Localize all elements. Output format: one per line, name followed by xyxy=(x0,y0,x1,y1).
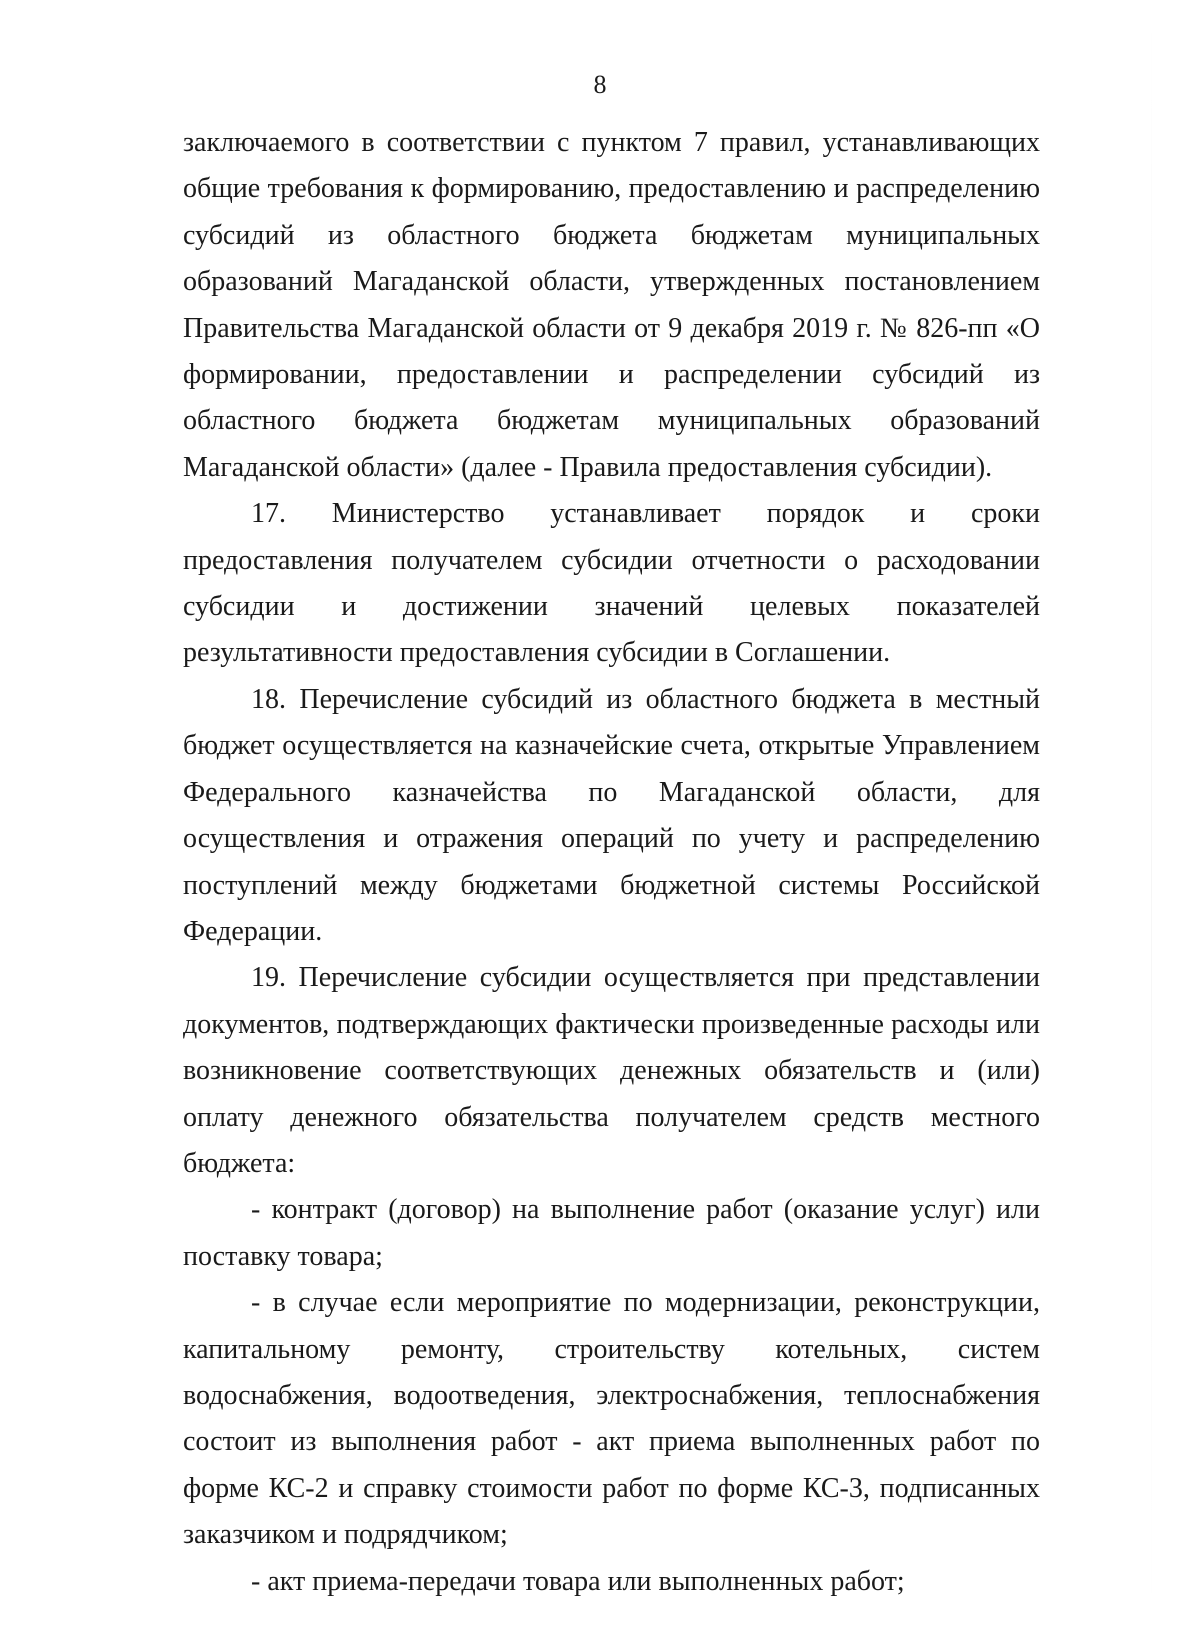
list-item-transfer-act: - акт приема-передачи товара или выполненных работ; xyxy=(251,1565,905,1597)
list-item-contract: - контракт (договор) на выполнение работ (оказание услуг) или поставку товара; xyxy=(183,1194,1040,1272)
page-number: 8 xyxy=(593,70,607,99)
document-body xyxy=(183,120,1040,1605)
paragraph-18: 18. Перечисление субсидий из областного бюджета в местный бюджет осуществляется на казначейские счета, открытые Управлением Федерального казначейства по Магаданской области, для осуществления и отражения операций по учету и распределению поступлений между бюджетами бюджетной системы Российской Федерации. xyxy=(183,683,1040,947)
paragraph-19: 19. Перечисление субсидии осуществляется при представлении документов, подтверждающих фактически произведенные расходы или возникновение соответствующих денежных обязательств и (или) оплату денежного обязательства получателем средств местного бюджета: xyxy=(183,962,1040,1179)
paragraph-17: 17. Министерство устанавливает порядок и сроки предоставления получателем субсидии отчетности о расходовании субсидии и достижении значений целевых показателей результативности предоставления субсидии в Соглашении. xyxy=(183,498,1040,669)
scan-edge-shadow xyxy=(1151,0,1152,1634)
list-item-works-acts: - в случае если мероприятие по модернизации, реконструкции, капитальному ремонту, строительству котельных, систем водоснабжения, водоотведения, электроснабжения, теплоснабжения состоит из выполнения работ - акт приема выполненных работ по форме КС-2 и справку стоимости работ по форме КС-3, подписанных заказчиком и подрядчиком; xyxy=(183,1287,1040,1551)
paragraph-continuation: заключаемого в соответствии с пунктом 7 правил, устанавливающих общие требования к формированию, предоставлению и распределению субсидий из областного бюджета бюджетам муниципальных образований Магаданской области, утвержденных постановлением Правительства Магаданской области от 9 декабря 2019 г. № 826-пп «О формировании, предоставлении и распределении субсидий из областного бюджета бюджетам муниципальных образований Магаданской области» (далее - Правила предоставления субсидии). xyxy=(183,127,1040,483)
